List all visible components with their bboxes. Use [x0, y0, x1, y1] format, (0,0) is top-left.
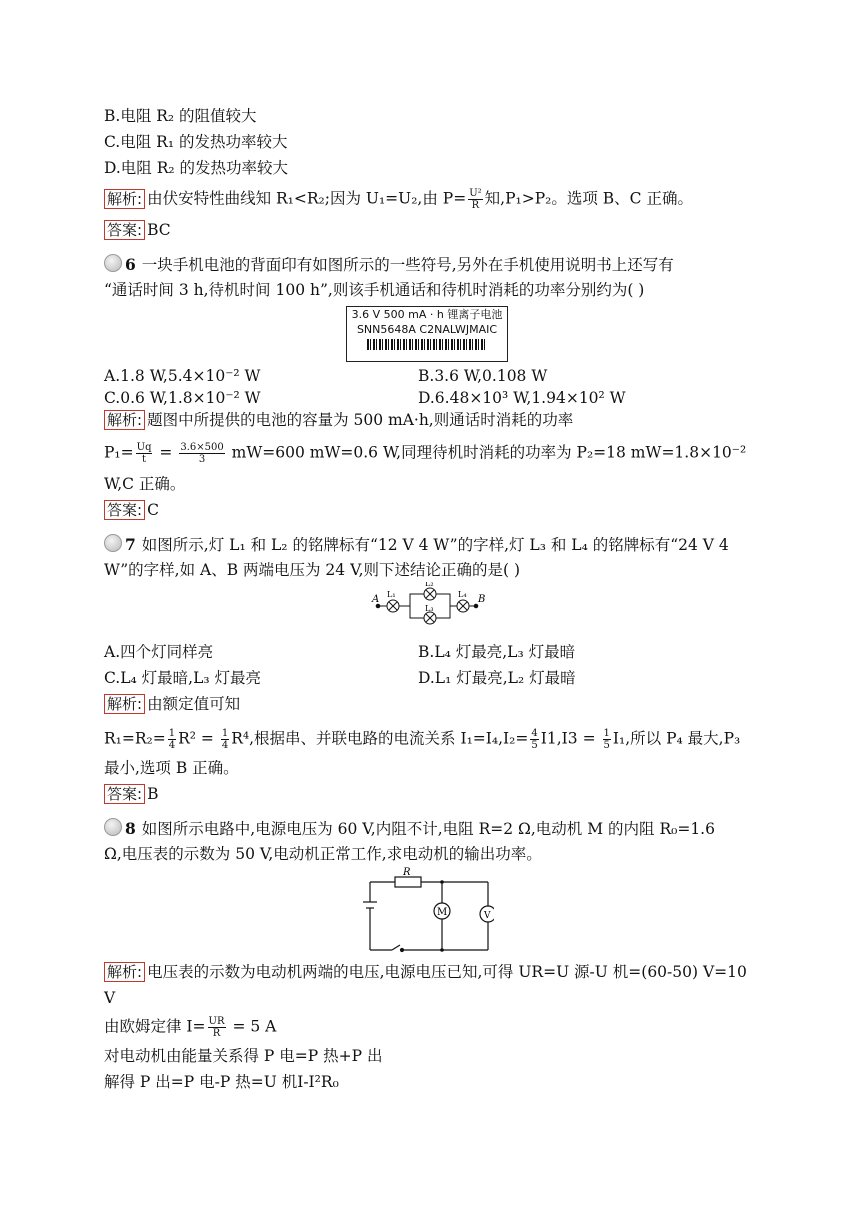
- battery-line1: 3.6 V 500 mA · h 锂离子电池: [351, 308, 503, 321]
- q7-stem-line2: W”的字样,如 A、B 两端电压为 24 V,则下述结论正确的是( ): [104, 561, 521, 579]
- answer-tag: 答案:: [104, 784, 145, 804]
- q5-fraction-num: U²: [469, 188, 482, 199]
- q6-answer-value: C: [147, 501, 159, 519]
- q5-fraction-den: R: [471, 200, 480, 211]
- q7-fraction-4-num: 1: [603, 728, 610, 739]
- q6-fraction-1-num: Uq: [136, 442, 152, 453]
- q8-stem-line1: [104, 818, 715, 839]
- motor-circuit-diagram: [362, 866, 494, 956]
- q5-fraction: [468, 188, 482, 211]
- q8-analysis-post: = 5 A: [227, 1017, 277, 1036]
- q5-option-c: C.电阻 R₁ 的发热功率较大: [104, 133, 288, 151]
- q8-analysis-line1: [104, 962, 747, 982]
- q6-fraction-1-den: t: [142, 454, 147, 465]
- q8-fraction-num: UR: [208, 1016, 225, 1027]
- q8-analysis-pre: 由欧姆定律 I=: [104, 1017, 206, 1036]
- q7-fraction-4-den: 5: [603, 740, 610, 751]
- q8-analysis-line1b: V: [104, 989, 116, 1007]
- q7-option-d: D.L₁ 灯最亮,L₂ 灯最暗: [418, 669, 576, 687]
- lamp-circuit-diagram: [370, 582, 490, 636]
- q7-answer-line: [104, 784, 158, 804]
- q7-option-a: A.四个灯同样亮: [104, 643, 214, 661]
- question-bullet-icon: [104, 818, 122, 836]
- terminal-b-label: B: [478, 594, 486, 605]
- q8-number: 8: [125, 819, 136, 838]
- q6-analysis-post: mW=600 mW=0.6 W,同理待机时消耗的功率为 P₂=18 mW=1.8×10⁻²: [226, 443, 747, 462]
- q7-fraction-3: [530, 728, 538, 751]
- q6-fraction-2: [179, 442, 224, 465]
- q6-stem-line1: [104, 254, 674, 275]
- lamp-l4-label: L₄: [458, 590, 467, 599]
- q6-option-b: B.3.6 W,0.108 W: [418, 367, 548, 385]
- q6-analysis-pre: P₁=: [104, 443, 134, 462]
- question-bullet-icon: [104, 534, 122, 552]
- resistor-r-label: R: [403, 867, 411, 878]
- q5-answer-line: [104, 220, 171, 240]
- q6-fraction-1: [136, 442, 153, 465]
- q7-fraction-1: [168, 728, 176, 751]
- q7-fraction-2-den: 4: [221, 740, 229, 751]
- battery-line2: SNN5648A C2NALWJMAIC: [356, 323, 498, 336]
- switch-icon: [392, 945, 400, 950]
- q8-analysis-text1: 电压表的示数为电动机两端的电压,电源电压已知,可得 UR=U 源-U 机=(60-50) V=10: [147, 963, 747, 981]
- analysis-tag: 解析:: [104, 962, 145, 982]
- q7-options-row2: [104, 668, 576, 688]
- q8-stem-line2: Ω,电压表的示数为 50 V,电动机正常工作,求电动机的输出功率。: [104, 845, 542, 863]
- q6-analysis-eq: =: [154, 443, 178, 462]
- q8-analysis-line2: [104, 1016, 276, 1039]
- q8-analysis-line4: 解得 P 出=P 电-P 热=U 机I-I²R₀: [104, 1073, 339, 1091]
- q5-answer-value: BC: [147, 221, 171, 239]
- q5-option-b: B.电阻 R₂ 的阻值较大: [104, 107, 257, 125]
- q6-analysis-line3: W,C 正确。: [104, 475, 186, 493]
- q7-analysis-text1: 由额定值可知: [147, 695, 241, 713]
- q6-option-c: C.0.6 W,1.8×10⁻² W: [104, 389, 261, 407]
- q5-analysis-line: [104, 188, 693, 211]
- q7-analysis-pre: R₁=R₂=: [104, 729, 166, 748]
- q6-analysis-line1: [104, 410, 573, 430]
- q6-fraction-2-num: 3.6×500: [180, 442, 224, 453]
- q7-fraction-1-num: 1: [168, 728, 176, 739]
- q8-fraction: [208, 1016, 226, 1039]
- q7-fraction-3-den: 5: [531, 740, 538, 751]
- voltmeter-v-label: V: [484, 911, 491, 921]
- q7-fraction-1-den: 4: [168, 740, 176, 751]
- q6-fraction-2-den: 3: [198, 454, 206, 465]
- q7-analysis-line1: [104, 694, 240, 714]
- q7-fraction-2-num: 1: [221, 728, 229, 739]
- q6-analysis-line2: [104, 442, 746, 465]
- battery-label-figure: [346, 306, 508, 362]
- q7-option-b: B.L₄ 灯最亮,L₃ 灯最暗: [418, 643, 576, 661]
- answer-tag: 答案:: [104, 500, 145, 520]
- q5-option-d: D.电阻 R₂ 的发热功率较大: [104, 159, 289, 177]
- q6-stem-line2: “通话时间 3 h,待机时间 100 h”,则该手机通话和待机时消耗的功率分别约为( ): [104, 281, 645, 299]
- q6-option-a: A.1.8 W,5.4×10⁻² W: [104, 367, 261, 385]
- q7-fraction-3-num: 4: [531, 728, 538, 739]
- q5-analysis-pre: 由伏安特性曲线知 R₁<R₂;因为 U₁=U₂,由 P=: [147, 189, 467, 208]
- q6-analysis-text1: 题图中所提供的电池的容量为 500 mA·h,则通话时消耗的功率: [147, 411, 574, 429]
- question-bullet-icon: [104, 254, 122, 272]
- q6-options-row2: [104, 388, 626, 408]
- q6-answer-line: [104, 500, 159, 520]
- terminal-a-label: A: [372, 594, 380, 605]
- q7-analysis-mid3: I1,I3 =: [540, 729, 601, 748]
- q8-fraction-den: R: [212, 1028, 221, 1039]
- lamp-l3-label: L₃: [425, 604, 434, 613]
- answer-tag: 答案:: [104, 220, 145, 240]
- q7-analysis-line3: 最小,选项 B 正确。: [104, 759, 239, 777]
- q6-options-row1: [104, 366, 548, 386]
- analysis-tag: 解析:: [104, 694, 145, 714]
- resistor-r-icon: [395, 877, 421, 887]
- q7-stem-line1: [104, 534, 729, 555]
- q7-stem-text1: 如图所示,灯 L₁ 和 L₂ 的铭牌标有“12 V 4 W”的字样,灯 L₃ 和 L₄ 的铭牌标有“24 V 4: [141, 536, 729, 554]
- lamp-l1-label: L₁: [387, 590, 396, 599]
- q7-fraction-4: [603, 728, 611, 751]
- analysis-tag: 解析:: [104, 189, 145, 209]
- q6-option-d: D.6.48×10³ W,1.94×10² W: [418, 389, 626, 407]
- q7-answer-value: B: [147, 785, 159, 803]
- q8-analysis-line3: 对电动机由能量关系得 P 电=P 热+P 出: [104, 1047, 383, 1065]
- q6-number: 6: [125, 255, 136, 274]
- q7-analysis-mid1: R² =: [178, 729, 219, 748]
- q7-analysis-line2: [104, 728, 740, 751]
- barcode-icon: [367, 339, 487, 350]
- q7-analysis-mid2: R⁴,根据串、并联电路的电流关系 I₁=I₄,I₂=: [231, 729, 529, 748]
- q8-stem-text1: 如图所示电路中,电源电压为 60 V,内阻不计,电阻 R=2 Ω,电动机 M 的内阻 R₀=1.6: [141, 820, 715, 838]
- motor-m-label: M: [437, 907, 448, 918]
- analysis-tag: 解析:: [104, 410, 145, 430]
- q5-analysis-post: 知,P₁>P₂。选项 B、C 正确。: [484, 189, 693, 208]
- q7-analysis-post: I₁,所以 P₄ 最大,P₃: [612, 729, 741, 748]
- q7-number: 7: [125, 535, 136, 554]
- q6-stem-text1: 一块手机电池的背面印有如图所示的一些符号,另外在手机使用说明书上还写有: [141, 256, 674, 274]
- q7-fraction-2: [221, 728, 229, 751]
- q7-option-c: C.L₄ 灯最暗,L₃ 灯最亮: [104, 669, 262, 687]
- lamp-l2-label: L₂: [425, 582, 434, 588]
- q7-options-row1: [104, 642, 576, 662]
